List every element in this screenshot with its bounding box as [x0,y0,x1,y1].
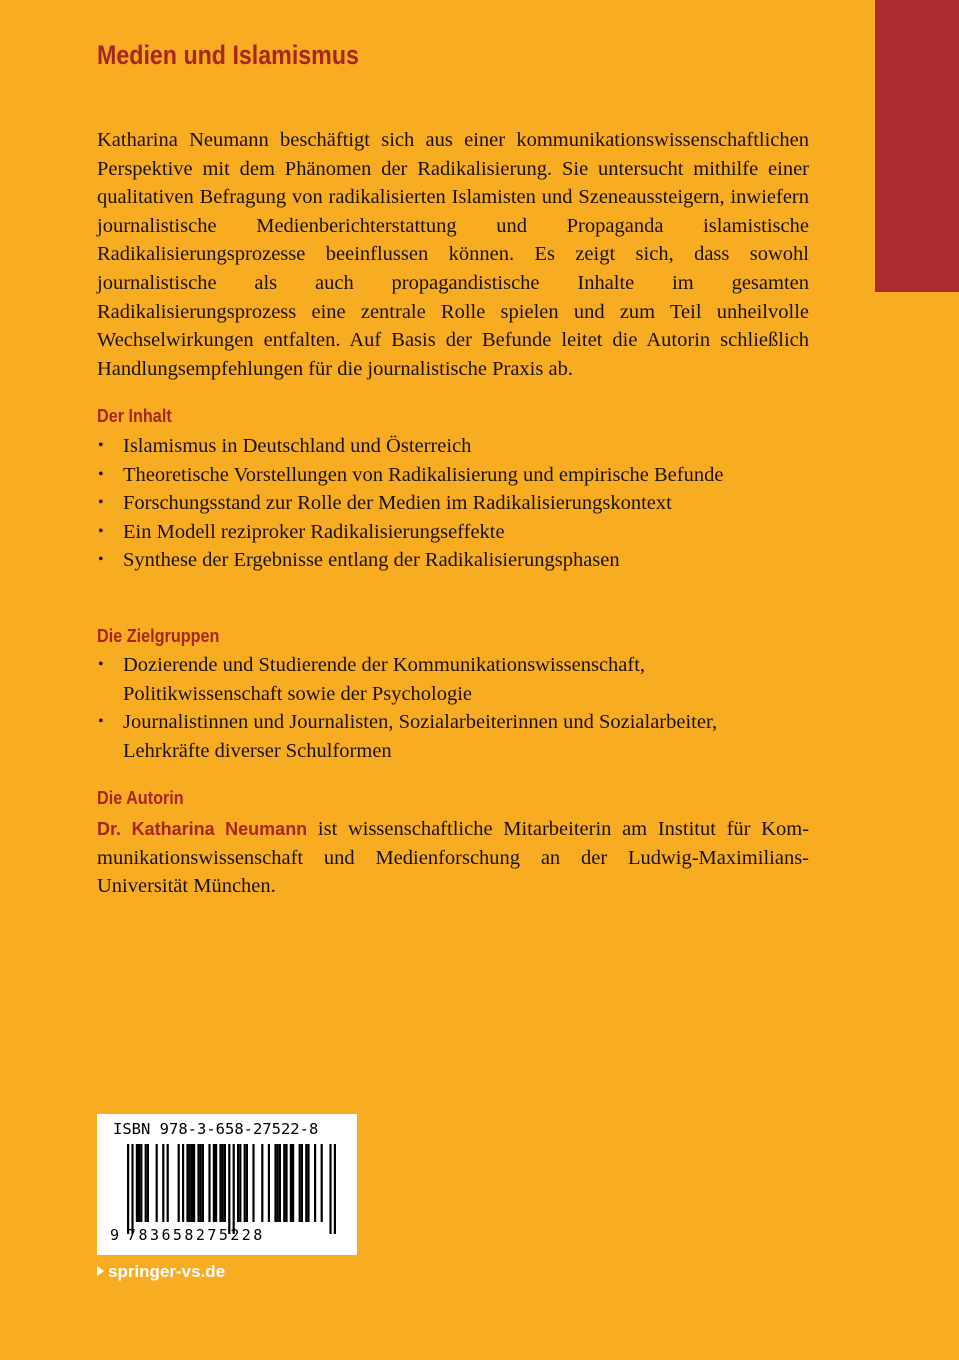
barcode-bar [261,1144,263,1222]
barcode-guard-bar [127,1144,129,1234]
bullet-icon: • [98,522,104,540]
barcode-bar [299,1144,301,1222]
contents-list [97,432,797,575]
publisher-website: springer-vs.de [97,1262,225,1282]
barcode-bar [138,1144,140,1222]
bullet-icon: • [98,713,104,731]
author-bio: Dr. Katharina Neumann ist wissenschaftliche Mitarbeiterin am Institut für Kommunikationswissenschaft und Medienforschung an der Ludwig-Maximilians-Universität München. [97,818,810,898]
barcode-bar [162,1144,164,1222]
isbn-barcode [97,1114,357,1255]
barcode-bar [252,1144,254,1222]
barcode-guard-bar [233,1144,235,1234]
barcode-bar [277,1144,279,1222]
barcode-bar [140,1144,142,1222]
barcode-bar [189,1144,191,1222]
barcode-bar [197,1144,199,1222]
audience-heading: Die Zielgruppen [97,626,220,646]
barcode-guard-bar [131,1144,133,1234]
barcode-guard-bar [329,1144,331,1234]
barcode-bar [200,1144,202,1222]
barcode-bar [314,1144,316,1222]
barcode-bar [274,1144,276,1222]
list-item: • Theoretische Vorstellungen von Radikalisierung und empirische Befunde [97,461,797,490]
list-item: • Ein Modell reziproker Radikalisierungseffekte [97,518,797,547]
bullet-icon: • [98,656,104,673]
barcode-bar [279,1144,281,1222]
book-title: Medien und Islamismus [97,40,359,70]
barcode-bar [213,1144,215,1222]
barcode-bar [219,1144,221,1222]
barcode-bar [285,1144,287,1222]
barcode-bar [246,1144,248,1222]
barcode-bar [202,1144,204,1222]
barcode-bar [222,1144,224,1222]
barcode-bar [305,1144,307,1222]
barcode-bar [244,1144,246,1222]
list-item: • Synthese der Ergebnisse entlang der Radikalisierungsphasen [97,546,797,575]
barcode-guard-bar [334,1144,336,1234]
bullet-icon: • [98,494,104,512]
barcode-bar [208,1144,210,1222]
author-heading: Die Autorin [97,788,184,808]
audience-list [97,651,797,765]
barcode-bar [237,1144,239,1222]
bullet-icon: • [98,551,104,569]
barcode-bar [215,1144,217,1222]
list-item: • Islamismus in Deutschland und Österreich [97,432,797,461]
bullet-icon: • [98,437,104,454]
barcode-bar [193,1144,195,1222]
barcode-bar [292,1144,294,1222]
barcode-bar [182,1144,184,1222]
barcode-bar [147,1144,149,1222]
barcode-bar [224,1144,226,1222]
barcode-bar [290,1144,292,1222]
barcode-bar [268,1144,270,1222]
barcode-bar [191,1144,193,1222]
author-name: Dr. Katharina Neumann [97,819,308,839]
list-item: • Journalistinnen und Journalisten, Sozialarbeiterinnen und Sozialarbeiter, Lehrkräfte diverser Schulformen [97,708,797,765]
barcode-bar [321,1144,323,1222]
barcode-bar [283,1144,285,1222]
barcode-bar [167,1144,169,1222]
bullet-icon: • [98,465,104,483]
barcode-bar [156,1144,158,1222]
list-item: • Forschungsstand zur Rolle der Medien im Radikalisierungskontext [97,489,797,518]
barcode-guard-bar [228,1144,230,1234]
ean-digits: 783658275228 [127,1226,265,1244]
list-item: • Dozierende und Studierende der Kommunikationswissenschaft, Politikwissenschaft sowie der Psychologie [97,651,797,708]
contents-heading: Der Inhalt [97,406,172,426]
barcode-bar [145,1144,147,1222]
red-accent-band [875,0,959,292]
barcode-bar [239,1144,241,1222]
isbn-label: ISBN 978-3-658-27522-8 [113,1120,319,1138]
barcode-bar [301,1144,303,1222]
triangle-right-icon [97,1266,104,1276]
barcode-bar [307,1144,309,1222]
intro-paragraph: Katharina Neumann beschäftigt sich aus einer kommunikationswissenschaftlichen Perspektive mit dem Phänomen der Radikalisierung. Sie untersucht mithilfe einer qualitativen Befragung von radikalisierten Islamisten und Szeneaussteigern, inwiefern journalistische Medienberichterstattung und Propaganda islamistische Radikalisierungsprozesse beeinflussen können. Es zeigt sich, dass sowohl journalistische als auch propagandistische Inhalte im gesamten Radikalisierungsprozess eine zentrale Rolle spielen und zum Teil unheilvolle Wechselwirkungen entfalten. Auf Basis der Befunde leitet die Autorin schließlich Handlungsempfehlungen für die journalistische Praxis ab. [97,129,809,380]
barcode-bar [186,1144,188,1222]
barcode-bar [178,1144,180,1222]
ean-first-digit: 9 [110,1226,120,1244]
barcode-bar [136,1144,138,1222]
